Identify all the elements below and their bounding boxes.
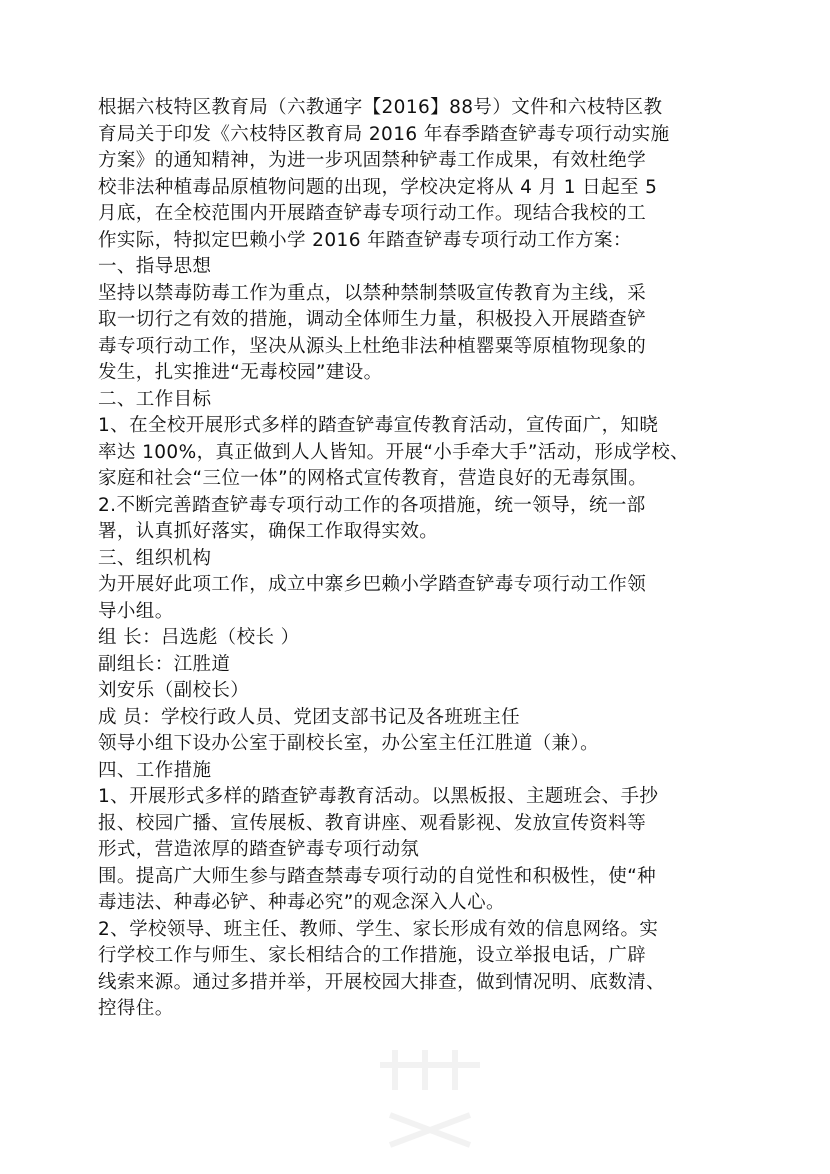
text-line: 1、开展形式多样的踏查铲毒教育活动。以黑板报、主题班会、手抄: [98, 786, 659, 807]
document-body: [98, 95, 748, 1023]
text-line: 线索来源。通过多措并举，开展校园大排查，做到情况明、底数清、: [98, 971, 666, 993]
watermark-icon: [360, 1030, 500, 1170]
text-line: 导小组。: [98, 600, 174, 622]
text-line: 1、在全校开展形式多样的踏查铲毒宣传教育活动，宣传面广，知晓: [98, 415, 659, 436]
text-line: 校非法种植毒品原植物问题的出现，学校决定将从 4 月 1 日起至 5: [98, 176, 658, 198]
text-line: 领导小组下设办公室于副校长室，办公室主任江胜道（兼）。: [98, 733, 600, 754]
text-line: 毒专项行动工作，坚决从源头上杜绝非法种植罂粟等原植物现象的: [98, 335, 647, 357]
text-line: 形式，营造浓厚的踏查铲毒专项行动氛: [98, 839, 420, 860]
text-line: 方案》的通知精神，为进一步巩固禁种铲毒工作成果，有效杜绝学: [98, 150, 647, 171]
text-line: 家庭和社会“三位一体”的网格式宣传教育，营造良好的无毒氛围。: [98, 468, 648, 489]
text-line: 根据六枝特区教育局（六教通字【2016】88号）文件和六枝特区教: [98, 97, 663, 118]
text-line: 行学校工作与师生、家长相结合的工作措施，设立举报电话，广辟: [98, 945, 647, 966]
section-heading: 三、组织机构: [98, 547, 212, 569]
text-line: 报、校园广播、宣传展板、教育讲座、观看影视、发放宣传资料等: [98, 812, 647, 834]
text-line: 坚持以禁毒防毒工作为重点，以禁种禁制禁吸宣传教育为主线，采: [98, 282, 647, 304]
text-line: 取一切行之有效的措施，调动全体师生力量，积极投入开展踏查铲: [98, 309, 647, 330]
text-line: 刘安乐（副校长）: [98, 680, 250, 701]
section-heading: 二、工作目标: [98, 388, 212, 410]
text-line: 2.不断完善踏查铲毒专项行动工作的各项措施，统一领导，统一部: [98, 494, 646, 516]
text-line: 署，认真抓好落实，确保工作取得实效。: [98, 521, 439, 542]
text-line: 发生，扎实推进“无毒校园”建设。: [98, 362, 383, 383]
text-line: 育局关于印发《六枝特区教育局 2016 年春季踏查铲毒专项行动实施: [98, 123, 670, 145]
text-line: 作实际，特拟定巴赖小学 2016 年踏查铲毒专项行动工作方案：: [98, 229, 632, 251]
text-line: 为开展好此项工作，成立中寨乡巴赖小学踏查铲毒专项行动工作领: [98, 574, 647, 595]
text-line: 围。提高广大师生参与踏查禁毒专项行动的自觉性和积极性，使“种: [98, 865, 657, 887]
section-heading: 一、指导思想: [98, 256, 212, 277]
text-line: 成 员：学校行政人员、党团支部书记及各班班主任: [98, 706, 521, 728]
text-line: 控得住。: [98, 998, 174, 1019]
text-line: 组 长：吕选彪（校长 ）: [98, 627, 300, 648]
text-line: 月底，在全校范围内开展踏查铲毒专项行动工作。现结合我校的工: [98, 203, 647, 224]
text-line: 毒违法、种毒必铲、种毒必究”的观念深入人心。: [98, 892, 505, 913]
text-line: 2、学校领导、班主任、教师、学生、家长形成有效的信息网络。实: [98, 918, 659, 940]
text-line: 率达 100%，真正做到人人皆知。开展“小手牵大手”活动，形成学校、: [98, 441, 690, 463]
section-heading: 四、工作措施: [98, 759, 212, 781]
text-line: 副组长：江胜道: [98, 653, 231, 675]
